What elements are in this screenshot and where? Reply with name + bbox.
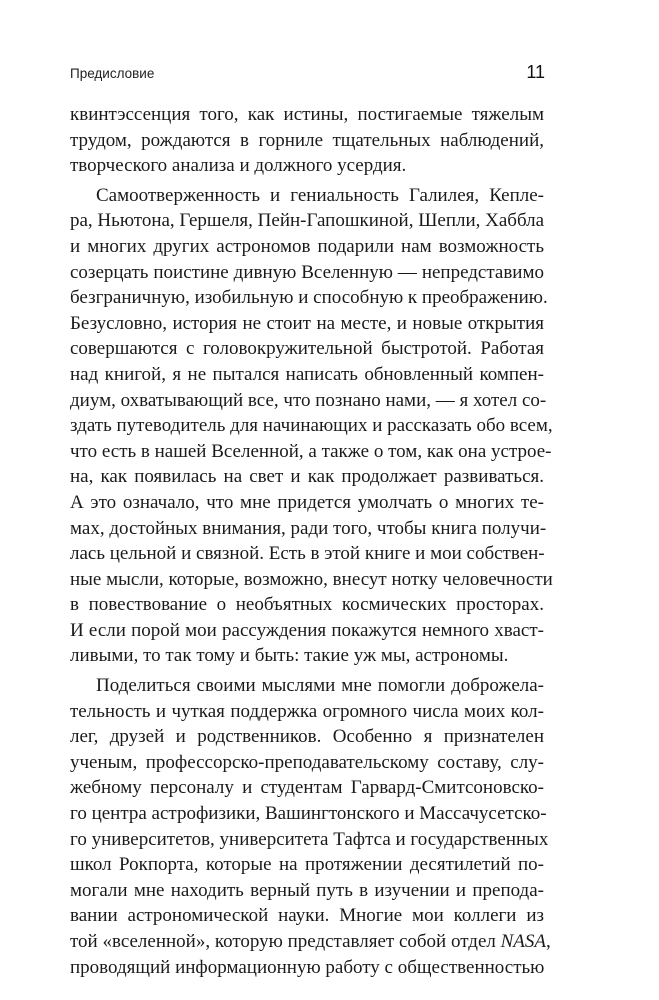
- text-line: тельность и чуткая поддержка огромного числа моих кол-: [70, 700, 544, 722]
- text-line: над книгой, я не пытался написать обновленный компен-: [70, 363, 544, 385]
- body-text: [70, 102, 553, 980]
- text-line: диум, охватывающий все, что познано нами, — я хотел со-: [70, 389, 547, 411]
- paragraph-2: [70, 183, 553, 669]
- text-line: могали мне находить верный путь в изучении и препода-: [70, 879, 544, 901]
- text-line: ливыми, то так тому и быть: такие уж мы, астрономы.: [70, 645, 509, 667]
- text-line-with-italic: [70, 929, 551, 955]
- text-line: вании астрономической науки. Многие мои коллеги из: [70, 905, 544, 927]
- italic-term: NASA: [500, 931, 546, 952]
- text-line: созерцать поистине дивную Вселенную — непредставимо: [70, 261, 544, 283]
- text-segment: той «вселенной», которую представляет собой отдел: [70, 931, 501, 952]
- page-number: 11: [526, 62, 545, 82]
- text-line: го центра астрофизики, Вашингтонского и Массачусетско-: [70, 803, 547, 825]
- text-line: здать путеводитель для начинающих и рассказать обо всем,: [70, 415, 553, 437]
- text-line: лась цельной и связной. Есть в этой книге и мои собствен-: [70, 543, 545, 565]
- text-line: в повествование о необъятных космических просторах.: [70, 594, 544, 616]
- text-line: Безусловно, история не стоит на месте, и новые открытия: [70, 312, 544, 334]
- text-line: трудом, рождаются в горниле тщательных наблюдений,: [70, 129, 544, 151]
- text-line: ученым, профессорско-преподавательскому составу, слу-: [70, 751, 544, 773]
- running-title: Предисловие: [70, 66, 155, 81]
- text-line: совершаются с головокружительной быстротой. Работая: [70, 338, 544, 360]
- text-line: го университетов, университета Тафтса и государственных: [70, 828, 549, 850]
- paragraph-3: [70, 673, 551, 980]
- text-line: безграничную, изобильную и способную к преображению.: [70, 287, 548, 309]
- text-line: на, как появилась на свет и как продолжает развиваться.: [70, 466, 544, 488]
- text-line: И если порой мои рассуждения покажутся немного хваст-: [70, 619, 544, 641]
- text-line: лег, друзей и родственников. Особенно я признателен: [70, 726, 544, 748]
- text-line: Самоотверженность и гениальность Галилея, Кепле-: [96, 184, 544, 206]
- text-line: проводящий информационную работу с общественностью: [70, 956, 545, 978]
- page-header: [70, 62, 543, 88]
- text-line: ра, Ньютона, Гершеля, Пейн-Гапошкиной, Шепли, Хаббла: [70, 210, 545, 232]
- text-line: что есть в нашей Вселенной, а также о том, как она устрое-: [70, 440, 552, 462]
- text-segment: ,: [546, 931, 551, 952]
- text-line: ные мысли, которые, возможно, внесут нотку человечности: [70, 568, 553, 590]
- text-line: А это означало, что мне придется умолчать о многих те-: [70, 491, 544, 513]
- text-line: мах, достойных внимания, ради того, чтобы книга получи-: [70, 517, 547, 539]
- text-line: Поделиться своими мыслями мне помогли доброжела-: [96, 675, 544, 697]
- paragraph-1: [70, 102, 544, 179]
- text-line: квинтэссенция того, как истины, постигаемые тяжелым: [70, 104, 544, 125]
- text-line: творческого анализа и должного усердия.: [70, 155, 407, 177]
- text-line: и многих других астрономов подарили нам возможность: [70, 235, 544, 257]
- text-line: школ Рокпорта, которые на протяжении десятилетий по-: [70, 854, 544, 876]
- text-line: жебному персоналу и студентам Гарвард-Смитсоновско-: [70, 777, 544, 799]
